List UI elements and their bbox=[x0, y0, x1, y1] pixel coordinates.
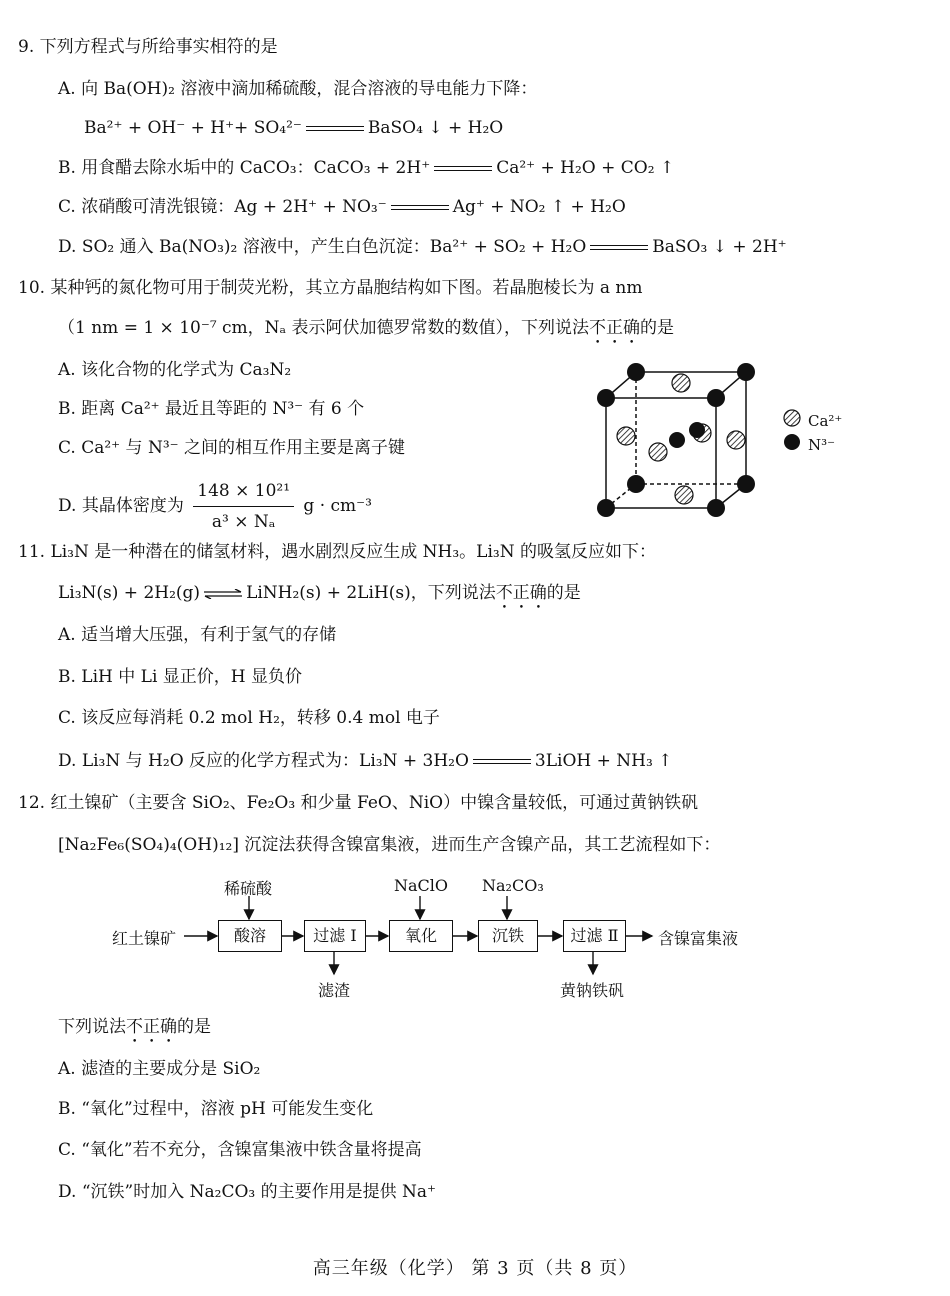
legend-ca-label: Ca²⁺ bbox=[808, 412, 843, 430]
n-ion-corner bbox=[737, 475, 755, 493]
equals-arrow-icon bbox=[306, 125, 364, 133]
option-c-right: Ag⁺ + NO₂ ↑ + H₂O bbox=[452, 197, 626, 217]
option-d-text: D. 其晶体密度为 bbox=[58, 496, 184, 516]
flow-reagent-sulfuric-acid: 稀硫酸 bbox=[224, 879, 273, 898]
q10-option-a: A. 该化合物的化学式为 Ca₃N₂ bbox=[58, 360, 292, 380]
ask-text-end: 的是 bbox=[177, 1017, 211, 1037]
n-ion-corner bbox=[627, 363, 645, 381]
ca-ion-bottom bbox=[675, 486, 693, 504]
n-ion-corner bbox=[707, 389, 725, 407]
flow-reagent-na2co3: Na₂CO₃ bbox=[482, 876, 544, 895]
equation-right: BaSO₄ ↓ + H₂O bbox=[367, 118, 504, 138]
ca-ion-right bbox=[727, 431, 745, 449]
equation-left: Ba²⁺ + OH⁻ + H⁺+ SO₄²⁻ bbox=[84, 118, 302, 138]
flow-step-oxidation: 氧化 bbox=[389, 920, 453, 952]
flow-input: 红土镍矿 bbox=[112, 929, 177, 948]
option-b-right: Ca²⁺ + H₂O + CO₂ ↑ bbox=[496, 158, 675, 178]
q9-stem: 9. 下列方程式与所给事实相符的是 bbox=[18, 37, 278, 57]
n-ion-corner bbox=[737, 363, 755, 381]
legend-ca-symbol bbox=[784, 410, 800, 426]
n-ion-center bbox=[669, 432, 685, 448]
q12-stem-line1: 12. 红土镍矿（主要含 SiO₂、Fe₂O₃ 和少量 FeO、NiO）中镍含量较低，可通过黄钠铁矾 bbox=[18, 793, 699, 813]
equals-arrow-icon bbox=[590, 244, 648, 252]
page-footer: 高三年级（化学） 第 3 页（共 8 页） bbox=[312, 1258, 638, 1279]
n-ion-corner bbox=[627, 475, 645, 493]
q12-option-b: B. “氧化”过程中，溶液 pH 可能发生变化 bbox=[58, 1099, 374, 1119]
q11-equation bbox=[58, 582, 581, 613]
option-b-left: B. 用食醋去除水垢中的 CaCO₃：CaCO₃ + 2H⁺ bbox=[58, 158, 431, 178]
q10-stem-line2 bbox=[58, 317, 674, 348]
emphasis-text: 不正确 bbox=[495, 583, 547, 603]
n-ion-corner bbox=[707, 499, 725, 517]
ask-text: 下列说法 bbox=[58, 1017, 126, 1037]
n-ion-corner bbox=[597, 389, 615, 407]
flow-step-iron-precipitation: 沉铁 bbox=[478, 920, 538, 952]
option-c-left: C. 浓硝酸可清洗银镜：Ag + 2H⁺ + NO₃⁻ bbox=[58, 197, 387, 217]
ca-ion-front bbox=[649, 443, 667, 461]
legend-n-label: N³⁻ bbox=[808, 436, 836, 454]
q9-option-d bbox=[58, 236, 787, 258]
equation-right: LiNH₂(s) + 2LiH(s)，下列说法 bbox=[246, 583, 496, 603]
emphasis-text: 不正确 bbox=[589, 318, 641, 338]
flow-reagent-naclo: NaClO bbox=[394, 876, 449, 895]
q11-option-d bbox=[58, 750, 672, 772]
q9-option-a: A. 向 Ba(OH)₂ 溶液中滴加稀硫酸，混合溶液的导电能力下降： bbox=[58, 79, 538, 99]
flow-output: 含镍富集液 bbox=[658, 929, 739, 948]
option-d-left: D. Li₃N 与 H₂O 反应的化学方程式为：Li₃N + 3H₂O bbox=[58, 751, 469, 771]
density-fraction bbox=[193, 478, 294, 535]
n-ion-center bbox=[689, 422, 705, 438]
flow-step-filter-1: 过滤 Ⅰ bbox=[304, 920, 366, 952]
q10-option-b: B. 距离 Ca²⁺ 最近且等距的 N³⁻ 有 6 个 bbox=[58, 399, 365, 419]
equals-arrow-icon bbox=[434, 165, 492, 173]
n-ion-corner bbox=[597, 499, 615, 517]
option-d-right: BaSO₃ ↓ + 2H⁺ bbox=[652, 237, 787, 257]
q9-option-c bbox=[58, 196, 626, 218]
q12-option-a: A. 滤渣的主要成分是 SiO₂ bbox=[58, 1059, 261, 1079]
q12-ask bbox=[58, 1016, 211, 1047]
equals-arrow-icon bbox=[473, 758, 531, 766]
fraction-denominator: a³ × Nₐ bbox=[211, 512, 276, 532]
q11-stem-line1: 11. Li₃N 是一种潜在的储氢材料，遇水剧烈反应生成 NH₃。Li₃N 的吸氢反应如下： bbox=[18, 542, 656, 562]
flow-step-filter-2: 过滤 Ⅱ bbox=[563, 920, 626, 952]
fraction-numerator: 148 × 10²¹ bbox=[193, 478, 294, 507]
density-unit: g · cm⁻³ bbox=[303, 496, 372, 516]
stem-text-end: 的是 bbox=[640, 318, 675, 338]
q11-option-b: B. LiH 中 Li 显正价，H 显负价 bbox=[58, 667, 303, 687]
stem-text-end: 的是 bbox=[546, 583, 581, 603]
ca-ion-top bbox=[672, 374, 690, 392]
equilibrium-arrow-icon bbox=[203, 589, 243, 599]
q10-option-d bbox=[58, 478, 372, 535]
flow-residue-1: 滤渣 bbox=[318, 981, 351, 1000]
equation-left: Li₃N(s) + 2H₂(g) bbox=[58, 583, 201, 603]
flow-residue-2: 黄钠铁矾 bbox=[560, 981, 625, 1000]
ca-ion-left bbox=[617, 427, 635, 445]
option-d-right: 3LiOH + NH₃ ↑ bbox=[534, 751, 673, 771]
q10-option-c: C. Ca²⁺ 与 N³⁻ 之间的相互作用主要是离子键 bbox=[58, 438, 406, 458]
equals-arrow-icon bbox=[391, 204, 449, 212]
stem-text: （1 nm = 1 × 10⁻⁷ cm，Nₐ 表示阿伏加德罗常数的数值），下列说法 bbox=[58, 318, 590, 338]
q12-option-c: C. “氧化”若不充分，含镍富集液中铁含量将提高 bbox=[58, 1140, 422, 1160]
q11-option-a: A. 适当增大压强，有利于氢气的存储 bbox=[58, 625, 337, 645]
q12-option-d: D. “沉铁”时加入 Na₂CO₃ 的主要作用是提供 Na⁺ bbox=[58, 1182, 436, 1202]
q10-stem-line1: 10. 某种钙的氮化物可用于制荧光粉，其立方晶胞结构如下图。若晶胞棱长为 a nm bbox=[18, 278, 643, 298]
emphasis-text: 不正确 bbox=[126, 1017, 177, 1037]
q12-stem-line2: [Na₂Fe₆(SO₄)₄(OH)₁₂] 沉淀法获得含镍富集液，进而生产含镍产品，其工艺流程如下： bbox=[58, 835, 721, 855]
q11-option-c: C. 该反应每消耗 0.2 mol H₂，转移 0.4 mol 电子 bbox=[58, 708, 440, 728]
legend-n-symbol bbox=[784, 434, 800, 450]
option-d-left: D. SO₂ 通入 Ba(NO₃)₂ 溶液中，产生白色沉淀：Ba²⁺ + SO₂ + H₂O bbox=[58, 237, 587, 257]
q9-option-b bbox=[58, 157, 674, 179]
q9-option-a-equation bbox=[84, 117, 503, 139]
flow-step-acid-dissolve: 酸溶 bbox=[218, 920, 282, 952]
